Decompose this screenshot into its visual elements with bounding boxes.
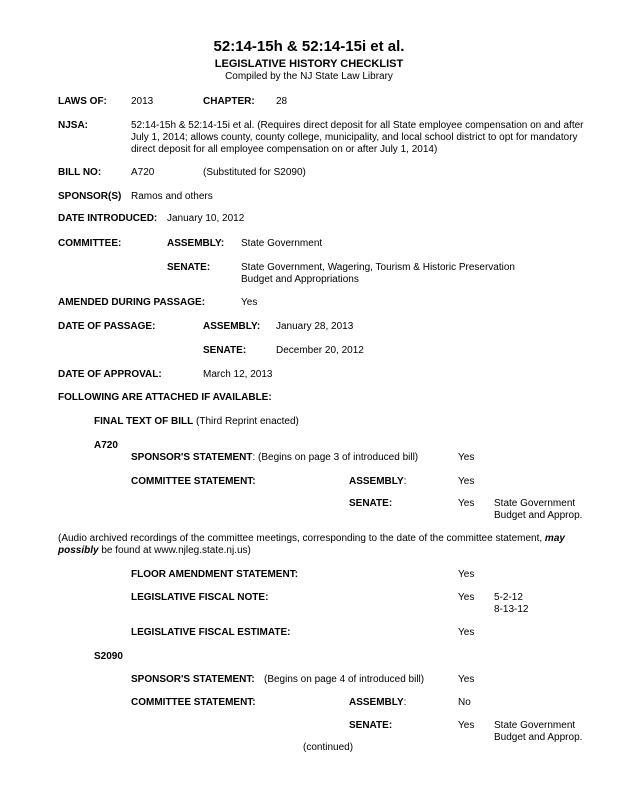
a720-heading: A720: [94, 440, 118, 451]
audio-note-part2: be found at www.njleg.state.nj.us): [98, 545, 251, 556]
s2090-assembly: [349, 697, 406, 709]
bill-no-note: (Substituted for S2090): [203, 167, 306, 178]
attached-heading: FOLLOWING ARE ATTACHED IF AVAILABLE:: [58, 392, 272, 403]
s2090-sponsor-statement-value: Yes: [458, 674, 475, 685]
a720-fiscal-note-date2: 8-13-12: [494, 604, 529, 615]
document-subtitle: LEGISLATIVE HISTORY CHECKLIST: [214, 58, 404, 70]
a720-fiscal-note-label: LEGISLATIVE FISCAL NOTE:: [131, 592, 269, 603]
date-introduced-value: January 10, 2012: [167, 213, 245, 224]
passage-assembly-value: January 28, 2013: [276, 321, 354, 332]
s2090-senate-detail1: State Government: [494, 720, 576, 731]
audio-note-part1: (Audio archived recordings of the committee meetings, corresponding to the date of the committee statement,: [58, 533, 545, 544]
approval-label: DATE OF APPROVAL:: [58, 369, 162, 380]
a720-sponsor-statement: [131, 452, 418, 464]
a720-floor-amendment-label: FLOOR AMENDMENT STATEMENT:: [131, 569, 299, 580]
a720-senate-label: SENATE:: [349, 498, 393, 509]
document-title: 52:14-15h & 52:14-15i et al.: [213, 38, 405, 55]
a720-assembly-colon: :: [403, 476, 407, 487]
amended-label: AMENDED DURING PASSAGE:: [58, 297, 206, 308]
s2090-assembly-value: No: [458, 697, 471, 708]
laws-of-label: LAWS OF:: [58, 96, 107, 107]
s2090-sponsor-statement-note: (Begins on page 4 of introduced bill): [264, 674, 425, 685]
s2090-assembly-colon: :: [403, 697, 407, 708]
a720-floor-amendment-value: Yes: [458, 569, 475, 580]
s2090-senate-label: SENATE:: [349, 720, 393, 731]
a720-assembly-label: ASSEMBLY: [349, 476, 404, 487]
committee-assembly-value: State Government: [241, 238, 323, 249]
a720-assembly-value: Yes: [458, 476, 475, 487]
a720-fiscal-note-value: Yes: [458, 592, 475, 603]
final-text-note: (Third Reprint enacted): [196, 416, 299, 427]
audio-note: [58, 533, 606, 557]
committee-label: COMMITTEE:: [58, 238, 122, 249]
committee-senate-line1: State Government, Wagering, Tourism & Historic Preservation: [241, 262, 515, 273]
a720-senate-detail1: State Government: [494, 498, 576, 509]
a720-sponsor-statement-value: Yes: [458, 452, 475, 463]
sponsors-value: Ramos and others: [131, 191, 213, 202]
final-text-row: [94, 416, 299, 428]
s2090-heading: S2090: [94, 651, 123, 662]
chapter-value: 28: [276, 96, 288, 107]
a720-fiscal-note-date1: 5-2-12: [494, 592, 523, 603]
a720-assembly: [349, 476, 406, 488]
passage-senate-label: SENATE:: [203, 345, 247, 356]
bill-no-label: BILL NO:: [58, 167, 102, 178]
compiled-by: Compiled by the NJ State Law Library: [225, 71, 393, 82]
s2090-sponsor-statement-label: SPONSOR'S STATEMENT:: [131, 674, 255, 685]
njsa-label: NJSA:: [58, 120, 89, 131]
continued-note: (continued): [303, 742, 354, 753]
final-text-label: FINAL TEXT OF BILL: [94, 416, 194, 427]
njsa-text: 52:14-15h & 52:14-15i et al. (Requires direct deposit for all State employee compensation on and after July 1, 2014; allows county, county college, municipality, and local school district to opt for mandatory direct deposit for all employee compensation on or after July 1, 2014): [131, 120, 584, 155]
audio-note-emphasis: may possibly: [58, 533, 565, 556]
committee-senate-line2: Budget and Appropriations: [241, 274, 359, 285]
a720-sponsor-statement-note: : (Begins on page 3 of introduced bill): [252, 452, 419, 463]
a720-sponsor-statement-label: SPONSOR'S STATEMENT: [131, 452, 253, 463]
s2090-senate-value: Yes: [458, 720, 475, 731]
a720-committee-statement-label: COMMITTEE STATEMENT:: [131, 476, 256, 487]
sponsors-label: SPONSOR(S): [58, 191, 122, 202]
committee-senate-label: SENATE:: [167, 262, 211, 273]
approval-value: March 12, 2013: [203, 369, 273, 380]
passage-senate-value: December 20, 2012: [276, 345, 364, 356]
s2090-committee-statement-label: COMMITTEE STATEMENT:: [131, 697, 256, 708]
a720-fiscal-estimate-label: LEGISLATIVE FISCAL ESTIMATE:: [131, 627, 291, 638]
a720-fiscal-estimate-value: Yes: [458, 627, 475, 638]
a720-senate-detail2: Budget and Approp.: [494, 510, 583, 521]
bill-no-value: A720: [131, 167, 155, 178]
laws-of-value: 2013: [131, 96, 154, 107]
s2090-senate-detail2: Budget and Approp.: [494, 732, 583, 743]
date-introduced-label: DATE INTRODUCED:: [58, 213, 158, 224]
passage-assembly-label: ASSEMBLY:: [203, 321, 261, 332]
committee-assembly-label: ASSEMBLY:: [167, 238, 225, 249]
chapter-label: CHAPTER:: [203, 96, 255, 107]
a720-senate-value: Yes: [458, 498, 475, 509]
amended-value: Yes: [241, 297, 258, 308]
passage-label: DATE OF PASSAGE:: [58, 321, 156, 332]
s2090-assembly-label: ASSEMBLY: [349, 697, 404, 708]
